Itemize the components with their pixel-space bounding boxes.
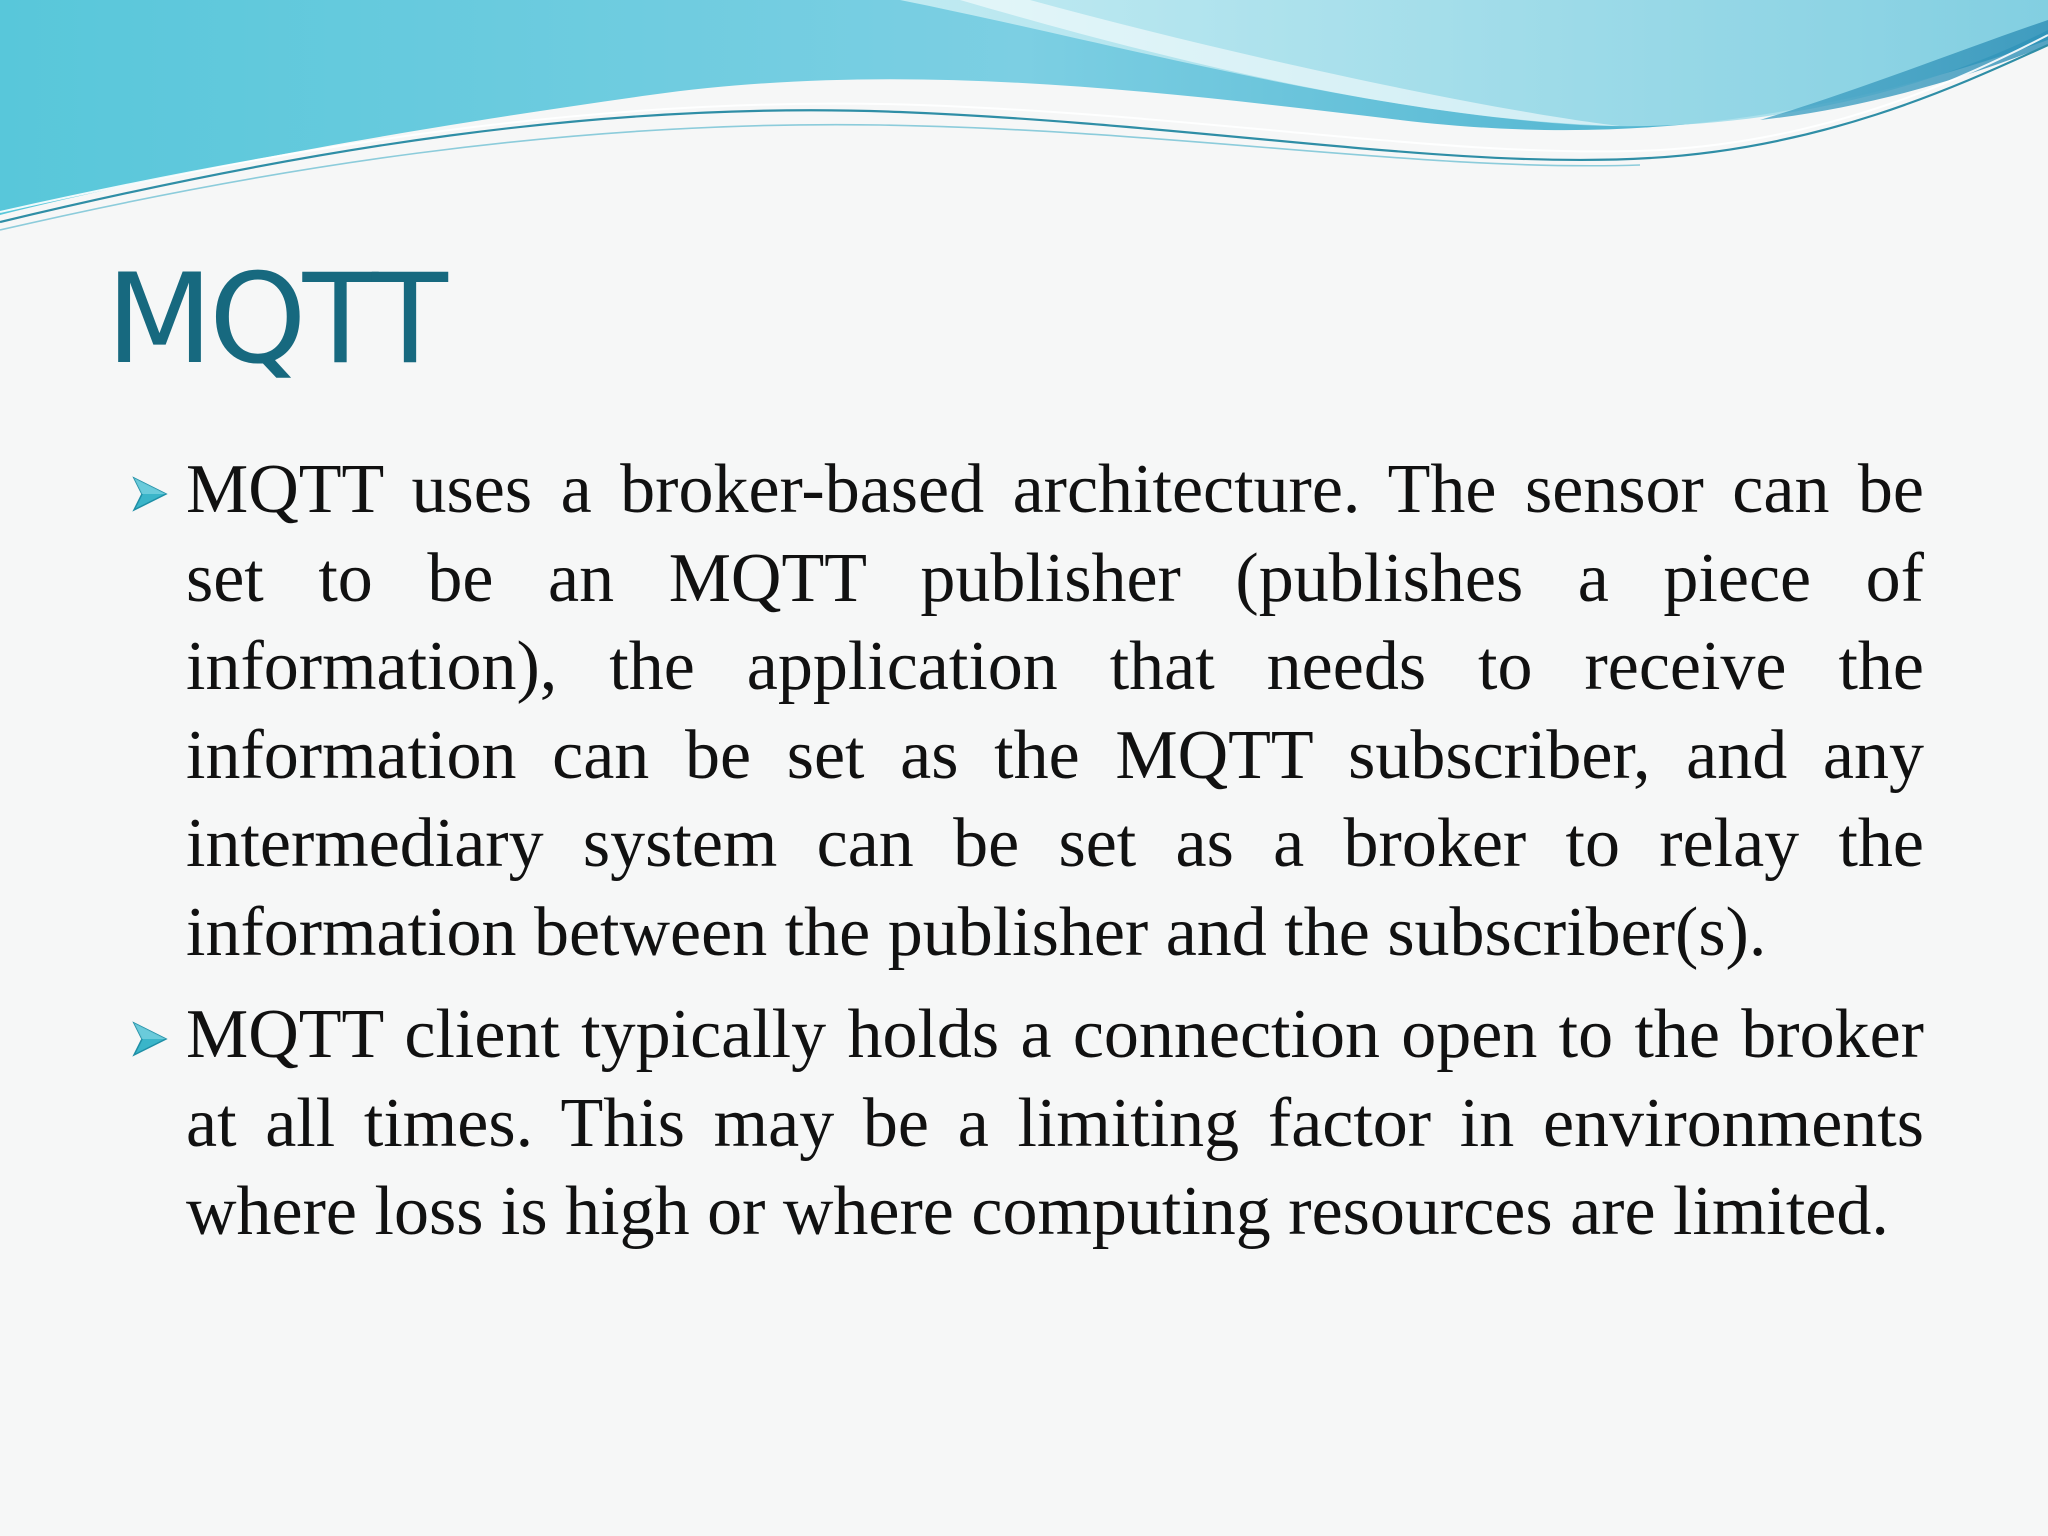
header-wave-decoration [0,0,2048,240]
bullet-item [126,991,1924,1257]
arrow-bullet-icon [128,1017,172,1061]
bullet-list [126,446,1924,1271]
slide-title: MQTT [106,248,444,392]
bullet-text: MQTT client typically holds a connection open to the broker at all times. This may be a limiting factor in environments where loss is high or where computing resources are limited. [186,996,1924,1250]
arrow-bullet-icon [128,472,172,516]
bullet-item [126,446,1924,977]
bullet-text: MQTT uses a broker-based architecture. The sensor can be set to be an MQTT publisher (publishes a piece of information), the application that needs to receive the information can be set as the MQTT subscriber, and any intermediary system can be set as a broker to relay the information between the publisher and the subscriber(s). [186,451,1924,971]
